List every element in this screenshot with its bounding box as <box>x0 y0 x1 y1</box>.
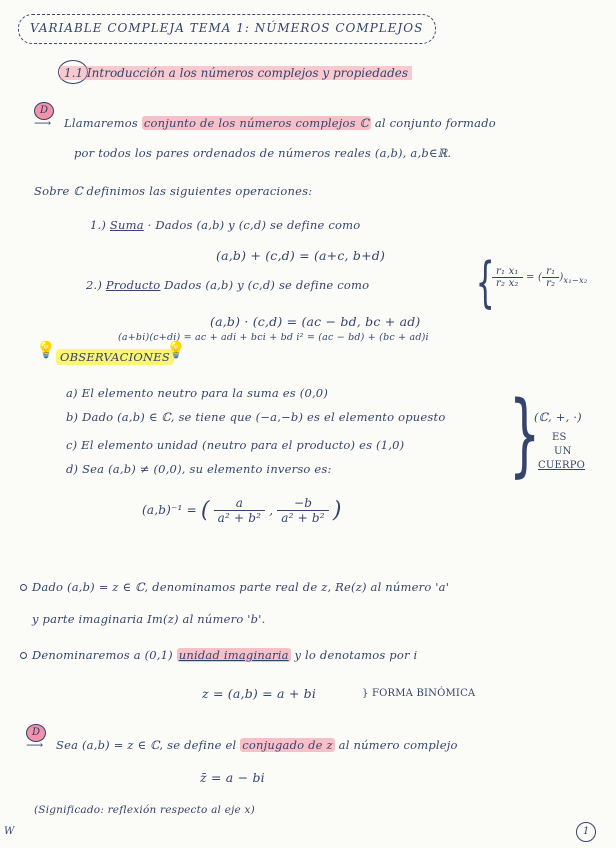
definition2-text-b: al número complejo <box>338 738 458 752</box>
inverse-fraction-2 <box>277 496 329 525</box>
section-number: 1.1 <box>64 66 84 80</box>
polar-left-num: r₁ x₁ <box>492 266 523 278</box>
field-group: (ℂ, +, ·) <box>534 410 582 424</box>
polar-equals: = <box>526 272 535 283</box>
polar-left-fraction <box>492 266 523 289</box>
arrow-icon: ⟶ <box>26 738 44 752</box>
side-brace: { <box>475 251 495 314</box>
sum-label: Suma <box>109 218 144 232</box>
polar-subscript: x₁−x₂ <box>563 275 588 285</box>
sum-formula: (a,b) + (c,d) = (a+c, b+d) <box>216 248 386 263</box>
inverse-num-1: a <box>214 496 266 511</box>
definition2-text-a: Sea (a,b) = z ∈ ℂ, se define el <box>56 738 237 752</box>
observation-item: a) El elemento neutro para la suma es (0,0) <box>66 386 329 400</box>
definition-badge: D <box>34 102 54 120</box>
inverse-num-2: −b <box>277 496 329 511</box>
observation-item: d) Sea (a,b) ≠ (0,0), su elemento inverso es: <box>66 462 332 476</box>
bullet2-line <box>32 648 417 662</box>
product-formula: (a,b) · (c,d) = (ac − bd, bc + ad) <box>210 314 421 329</box>
conjugate-formula: z̄ = a − bi <box>200 770 265 785</box>
product-label: Producto <box>105 278 161 292</box>
binomial-formula: z = (a,b) = a + bi <box>202 686 317 701</box>
page-number: 1 <box>576 822 596 842</box>
observation-item: c) El elemento unidad (neutro para el producto) es (1,0) <box>66 438 405 452</box>
observations-label: OBSERVACIONES <box>56 349 174 365</box>
product-expansion: (a+bi)(c+di) = ac + adi + bci + bd i² = (ac − bd) + (bc + ad)i <box>118 332 429 343</box>
observation-item: b) Dado (a,b) ∈ ℂ, se tiene que (−a,−b) es el elemento opuesto <box>66 410 446 424</box>
polar-right-fraction <box>542 266 559 289</box>
definition2-line <box>56 738 458 752</box>
polar-side-note <box>492 266 587 289</box>
section-title: Introducción a los números complejos y propiedades <box>86 66 409 80</box>
bullet2-text-a: Denominaremos a (0,1) <box>32 648 173 662</box>
bullet1-line1: Dado (a,b) = z ∈ ℂ, denominamos parte real de z, Re(z) al número 'a' <box>32 580 450 594</box>
lightbulb-icon: 💡 <box>36 340 56 359</box>
observations-heading <box>56 350 174 364</box>
bullet2-highlight: unidad imaginaria <box>178 648 289 662</box>
sum-text: · Dados (a,b) y (c,d) se define como <box>147 218 361 232</box>
conjugate-note: (Significado: reflexión respecto al eje x) <box>34 804 255 816</box>
definition1-text-b: al conjunto formado <box>374 116 496 130</box>
polar-right-num: r₁ <box>542 266 559 278</box>
bullet1-line2: y parte imaginaria Im(z) al número 'b'. <box>32 612 266 626</box>
observations-brace: } <box>508 382 541 487</box>
binomial-note: } FORMA BINÓMICA <box>362 688 476 699</box>
field-cuerpo: CUERPO <box>538 460 586 471</box>
definition1-highlight: conjunto de los números complejos ℂ <box>143 116 369 130</box>
polar-right: ( $\frac{\text{r₁}}{\text{r₂}}$ ) <box>538 266 564 289</box>
inverse-den-2: a² + b² <box>281 511 325 525</box>
definition1-line2: por todos los pares ordenados de números reales (a,b), a,b∈ℝ. <box>74 146 452 160</box>
section-heading <box>60 66 412 80</box>
definition1-text-a: Llamaremos <box>64 116 138 130</box>
inverse-formula: (a,b)⁻¹ = ( $\frac{a}{\text{a² + b²}}$ , $\frac{-b}{\text{a² + b²}}$ ) <box>142 496 342 525</box>
inverse-fraction-1 <box>214 496 266 525</box>
lightbulb-icon: 💡 <box>166 340 186 359</box>
inverse-den-1: a² + b² <box>217 511 262 525</box>
product-number: 2.) <box>86 278 103 292</box>
polar-left-den: r₂ x₂ <box>496 278 519 289</box>
sum-number: 1.) <box>90 218 107 232</box>
definition1-line1 <box>64 116 496 130</box>
bullet-icon <box>20 652 27 659</box>
bullet2-text-b: y lo denotamos por i <box>294 648 418 662</box>
page-title: VARIABLE COMPLEJA TEMA 1: NÚMEROS COMPLEJOS <box>30 21 424 35</box>
product-line <box>86 278 369 292</box>
polar-right-den: r₂ <box>546 278 556 289</box>
product-text: Dados (a,b) y (c,d) se define como <box>164 278 370 292</box>
definition2-highlight: conjugado de z <box>242 738 333 752</box>
field-es: ES <box>552 432 567 443</box>
definition-badge: D <box>26 724 46 742</box>
corner-mark: W <box>4 826 15 837</box>
operations-intro: Sobre ℂ definimos las siguientes operaciones: <box>34 184 313 198</box>
field-un: UN <box>554 446 572 457</box>
sum-line <box>90 218 360 232</box>
bullet-icon <box>20 584 27 591</box>
inverse-lhs: (a,b)⁻¹ = <box>142 503 197 517</box>
arrow-icon: ⟶ <box>34 116 52 130</box>
